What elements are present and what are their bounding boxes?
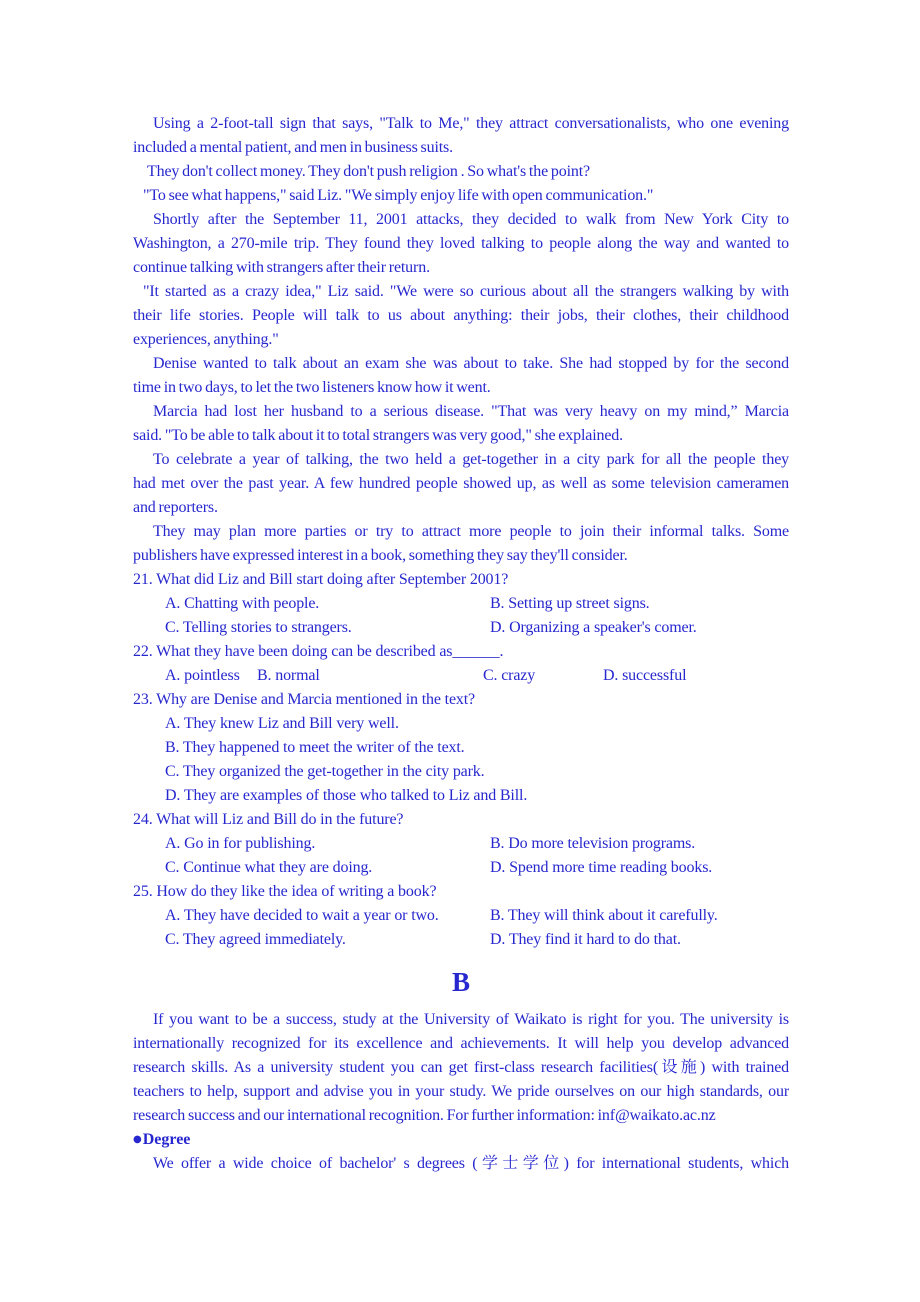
paragraph xyxy=(133,208,789,280)
question-label: 23. Why are Denise and Marcia mentioned in the text? xyxy=(133,691,476,708)
text-line: said. "To be able to talk about it to total strangers was very good," she explained. xyxy=(133,427,623,444)
text-line: "It started as a crazy idea," Liz said. "We were so curious about all the strangers walking by with xyxy=(143,283,789,300)
paragraph xyxy=(133,448,789,520)
option: C. Continue what they are doing. xyxy=(165,859,373,876)
bullet-icon: ● xyxy=(133,1134,142,1145)
text-line: Marcia had lost her husband to a serious disease. "That was very heavy on my mind,” Marcia xyxy=(153,403,789,420)
option-row xyxy=(133,928,789,952)
option-row xyxy=(133,664,789,688)
option: B. Do more television programs. xyxy=(490,835,696,852)
option-row xyxy=(133,616,789,640)
option-row xyxy=(133,760,789,784)
option: A. Chatting with people. xyxy=(165,595,320,612)
question-label: 21. What did Liz and Bill start doing after September 2001? xyxy=(133,571,509,588)
paragraph xyxy=(133,280,789,352)
text-line: If you want to be a success, study at the University of Waikato is right for you. The university is xyxy=(153,1011,789,1028)
paragraph xyxy=(133,160,789,184)
question-label: 24. What will Liz and Bill do in the future? xyxy=(133,811,404,828)
text-line: Shortly after the September 11, 2001 attacks, they decided to walk from New York City to xyxy=(153,211,789,228)
text-line: continue talking with strangers after their return. xyxy=(133,259,430,276)
option: B. normal xyxy=(257,667,320,684)
paragraph xyxy=(133,112,789,160)
paragraph xyxy=(133,1008,789,1128)
question xyxy=(133,568,789,640)
text-line: Using a 2-foot-tall sign that says, "Talk to Me," they attract conversationalists, who one evening xyxy=(153,115,789,132)
paragraph xyxy=(133,520,789,568)
text-line: time in two days, to let the two listeners know how it went. xyxy=(133,379,491,396)
question-block xyxy=(133,568,789,952)
passage-a xyxy=(133,112,789,568)
text-line: teachers to help, support and advise you in your study. We pride ourselves on our high standards, our xyxy=(133,1083,789,1100)
paragraph xyxy=(133,352,789,400)
section-b-heading: B xyxy=(451,967,470,997)
text-line: included a mental patient, and men in business suits. xyxy=(133,139,453,156)
paragraph xyxy=(133,1152,789,1176)
option-row xyxy=(133,736,789,760)
text-line: To celebrate a year of talking, the two held a get-together in a city park for all the people they xyxy=(153,451,789,468)
option: C. Telling stories to strangers. xyxy=(165,619,352,636)
option: A. They have decided to wait a year or two. xyxy=(165,907,439,924)
text-line: their life stories. People will talk to us about anything: their jobs, their clothes, their childhood xyxy=(133,307,789,324)
option: D. Organizing a speaker's comer. xyxy=(490,619,697,636)
option-row xyxy=(133,592,789,616)
option: B. They will think about it carefully. xyxy=(490,907,718,924)
paragraph xyxy=(133,400,789,448)
option-row xyxy=(133,712,789,736)
text-line: We offer a wide choice of bachelor' s degrees (学士学位) for international students, which xyxy=(153,1155,789,1172)
option: D. Spend more time reading books. xyxy=(490,859,713,876)
passage-b-continued xyxy=(133,1152,789,1176)
option: A. Go in for publishing. xyxy=(165,835,316,852)
text-line: internationally recognized for its excellence and achievements. It will help you develop advanced xyxy=(133,1035,789,1052)
option: D. They are examples of those who talked to Liz and Bill. xyxy=(165,787,528,804)
question xyxy=(133,808,789,880)
text-line: research success and our international recognition. For further information: inf@waikato.ac.nz xyxy=(133,1107,716,1124)
option: C. They agreed immediately. xyxy=(165,931,346,948)
option-row xyxy=(133,832,789,856)
question xyxy=(133,640,789,688)
option: C. They organized the get-together in the city park. xyxy=(165,763,485,780)
question-label: 25. How do they like the idea of writing a book? xyxy=(133,883,437,900)
degree-heading xyxy=(133,1128,789,1152)
question xyxy=(133,688,789,808)
text-line: research skills. As a university student you can get first-class research facilities(设施) with trained xyxy=(133,1059,789,1076)
option: D. successful xyxy=(603,667,687,684)
option-row xyxy=(133,784,789,808)
text-line: "To see what happens," said Liz. "We simply enjoy life with open communication." xyxy=(143,187,654,204)
option: A. pointless xyxy=(165,667,240,684)
option: B. Setting up street signs. xyxy=(490,595,650,612)
paragraph xyxy=(133,184,789,208)
question xyxy=(133,880,789,952)
document-page xyxy=(133,112,789,1176)
text-line: They may plan more parties or try to attract more people to join their informal talks. Some xyxy=(153,523,789,540)
option: B. They happened to meet the writer of the text. xyxy=(165,739,465,756)
option: C. crazy xyxy=(483,667,536,684)
option-row xyxy=(133,856,789,880)
text-line: had met over the past year. A few hundred people showed up, as well as some television cameramen xyxy=(133,475,789,492)
option: D. They find it hard to do that. xyxy=(490,931,681,948)
text-line: and reporters. xyxy=(133,499,218,516)
text-line: Washington, a 270-mile trip. They found they loved talking to people along the way and wanted to xyxy=(133,235,789,252)
text-line: Denise wanted to talk about an exam she was about to take. She had stopped by for the second xyxy=(153,355,789,372)
question-label: 22. What they have been doing can be described as______. xyxy=(133,643,504,660)
text-line: publishers have expressed interest in a book, something they say they'll consider. xyxy=(133,547,628,564)
option-row xyxy=(133,904,789,928)
text-line: They don't collect money. They don't push religion . So what's the point? xyxy=(147,163,590,180)
option: A. They knew Liz and Bill very well. xyxy=(165,715,399,732)
text-line: experiences, anything." xyxy=(133,331,279,348)
degree-heading-label: Degree xyxy=(142,1131,191,1148)
passage-b xyxy=(133,1008,789,1128)
